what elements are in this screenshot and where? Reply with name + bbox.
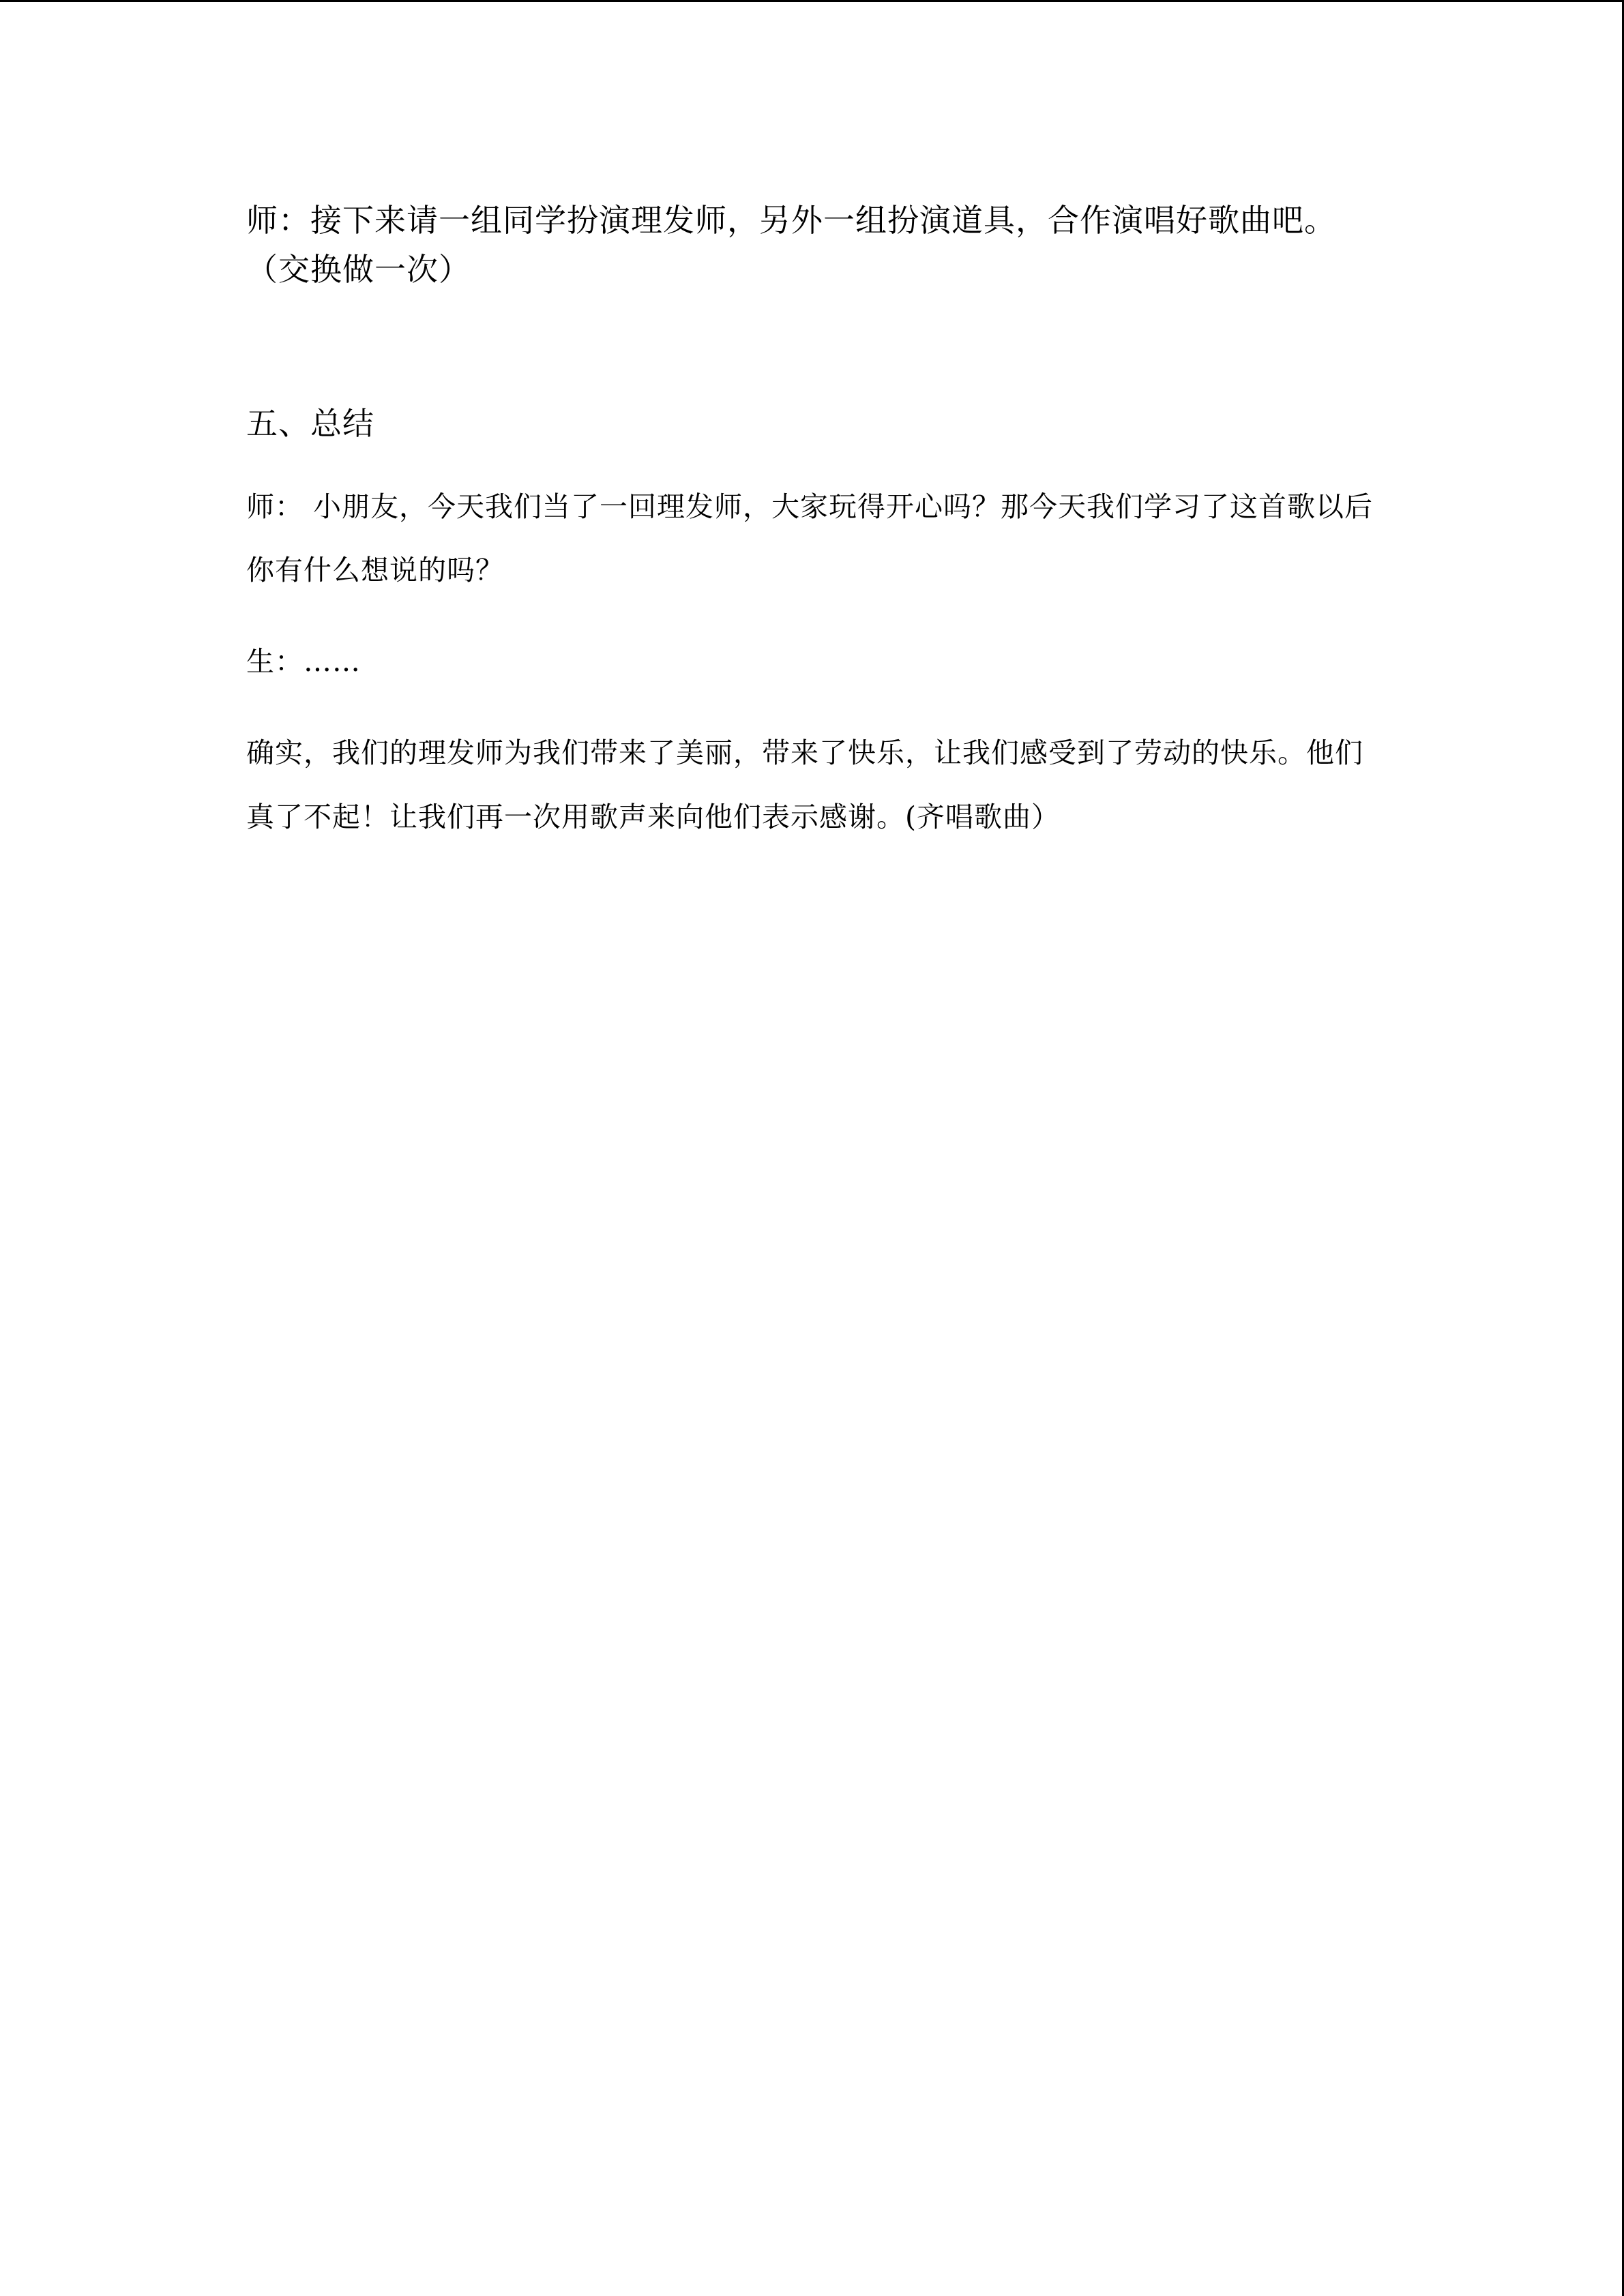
paragraph-teacher-question-line2: 你有什么想说的吗？ bbox=[246, 554, 504, 586]
section-heading-summary: 五、总结 bbox=[246, 405, 374, 442]
paragraph-conclusion-line1: 确实，我们的理发师为我们带来了美丽，带来了快乐，让我们感受到了劳动的快乐。他们 bbox=[246, 736, 1363, 769]
paragraph-teacher-instruction: 师：接下来请一组同学扮演理发师，另外一组扮演道具，合作演唱好歌曲吧。 bbox=[246, 202, 1336, 239]
paragraph-exchange-note: （交换做一次） bbox=[246, 251, 471, 288]
paragraph-teacher-question-line1: 师： 小朋友，今天我们当了一回理发师，大家玩得开心吗？那今天我们学习了这首歌以后 bbox=[246, 490, 1374, 523]
page-border-top bbox=[0, 0, 1624, 2]
paragraph-conclusion-line2: 真了不起！让我们再一次用歌声来向他们表示感谢。(齐唱歌曲） bbox=[246, 801, 1060, 833]
paragraph-student-response: 生：…… bbox=[246, 645, 361, 678]
